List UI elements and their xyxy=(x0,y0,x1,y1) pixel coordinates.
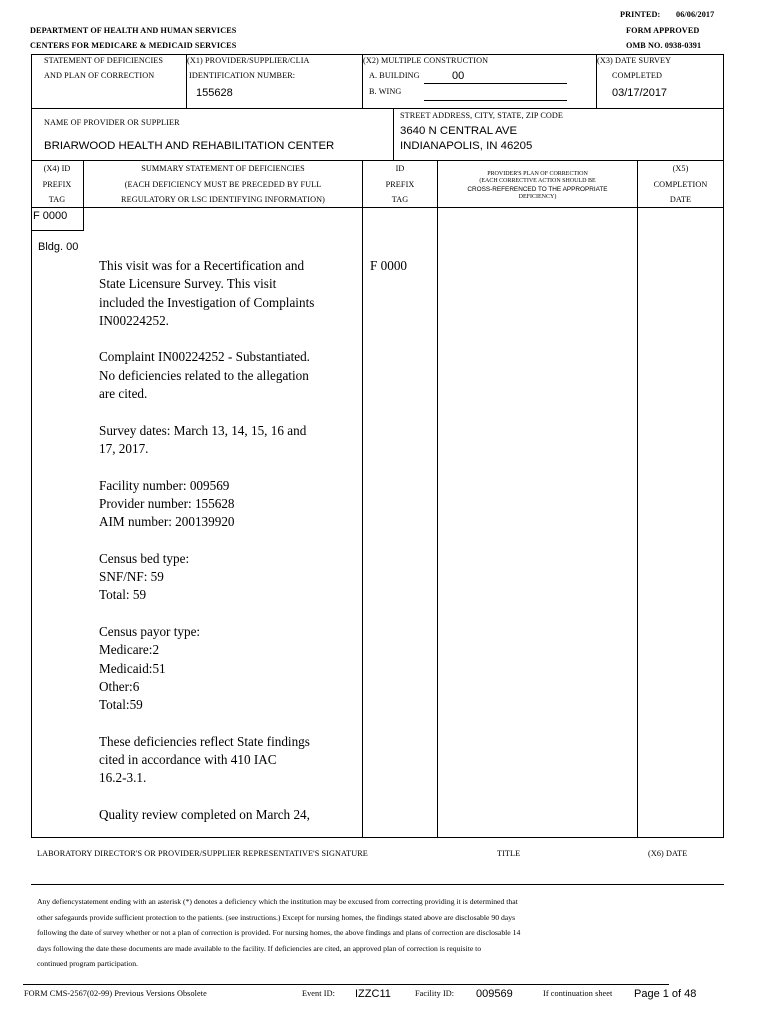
box2-divider xyxy=(393,108,394,161)
disclaimer-line: following the date of survey whether or not a plan of correction is provided. For nursing homes, the above findings and plans of correction are disclosable 14 xyxy=(37,928,521,938)
summary-line: Quality review completed on March 24, xyxy=(99,806,310,822)
x2-label: (X2) MULTIPLE CONSTRUCTION xyxy=(363,56,489,65)
summary-statement xyxy=(99,257,314,843)
x5-header-1: (X5) xyxy=(672,164,689,173)
x5-header-3: DATE xyxy=(669,195,692,204)
box2-right-border xyxy=(723,108,724,161)
provider-name: BRIARWOOD HEALTH AND REHABILITATION CENTER xyxy=(44,140,335,152)
summary-column-divider xyxy=(362,160,363,838)
box1-top-border xyxy=(31,54,724,55)
x1-value: 155628 xyxy=(196,87,233,99)
id-header-3: TAG xyxy=(391,195,409,204)
continuation-label: If continuation sheet xyxy=(543,989,613,998)
footer-top-border xyxy=(23,984,669,985)
title-label: TITLE xyxy=(497,849,521,858)
summary-line: Total:59 xyxy=(99,697,143,713)
summary-paragraph xyxy=(99,477,314,532)
column-header-bottom-border xyxy=(31,207,724,208)
summary-paragraph xyxy=(99,806,314,824)
plan-tag: F 0000 xyxy=(370,258,408,273)
statement-label-1: STATEMENT OF DEFICIENCIES xyxy=(44,56,164,65)
summary-paragraph xyxy=(99,550,314,605)
summary-line: This visit was for a Recertification and xyxy=(99,258,305,273)
x5-header-2: COMPLETION xyxy=(653,180,708,189)
main-right-border xyxy=(723,160,724,838)
summary-line: 16.2-3.1. xyxy=(99,770,147,786)
summary-line: included the Investigation of Complaints xyxy=(99,294,315,310)
statement-label-2: AND PLAN OF CORRECTION xyxy=(44,71,155,80)
facility-id-label: Facility ID: xyxy=(415,989,455,998)
printed-label: PRINTED: xyxy=(620,10,661,19)
summary-line: These deficiencies reflect State findings xyxy=(99,733,310,749)
summary-paragraph xyxy=(99,348,314,403)
disclaimer-line: days following the date these documents are made available to the facility. If deficiencies are cited, an approved plan of correction is requisite to xyxy=(37,943,482,953)
box1-left-border xyxy=(31,54,32,109)
summary-line: Other:6 xyxy=(99,678,140,694)
summary-line: AIM number: 200139920 xyxy=(99,514,235,530)
box1-right-border xyxy=(723,54,724,109)
summary-header-3: REGULATORY OR LSC IDENTIFYING INFORMATION) xyxy=(121,195,325,204)
summary-line: Complaint IN00224252 - Substantiated. xyxy=(99,349,310,365)
building-underline xyxy=(424,83,567,84)
centers-title: CENTERS FOR MEDICARE & MEDICAID SERVICES xyxy=(30,41,237,50)
summary-line: Total: 59 xyxy=(99,587,147,603)
summary-header-2: (EACH DEFICIENCY MUST BE PRECEDED BY FULL xyxy=(124,180,322,189)
summary-line: cited in accordance with 410 IAC xyxy=(99,752,277,768)
main-left-border xyxy=(31,160,32,838)
x3-sublabel: COMPLETED xyxy=(612,71,663,80)
signature-bottom-border xyxy=(31,884,724,885)
disclaimer-line: continued program participation. xyxy=(37,959,138,969)
deficiency-tag: F 0000 xyxy=(33,210,68,222)
disclaimer-text xyxy=(37,894,520,972)
tag-box-right-border xyxy=(83,207,84,231)
building-label: A. BUILDING xyxy=(369,71,420,80)
summary-line: Medicare:2 xyxy=(99,642,160,658)
page-number: Page 1 of 48 xyxy=(634,988,697,1000)
summary-line: Census bed type: xyxy=(99,550,190,566)
disclaimer-line: other safegaurds provide sufficient protection to the patients. (see instructions.) Except for nursing homes, the findings stated above are disclosable 90 days xyxy=(37,912,516,922)
box2-bottom-border xyxy=(31,160,724,161)
summary-line: IN00224252. xyxy=(99,312,169,328)
plan-header-4: DEFICIENCY) xyxy=(518,194,557,200)
plan-header-1: PROVIDER'S PLAN OF CORRECTION xyxy=(487,171,588,177)
tag-box-bottom-border xyxy=(31,230,84,231)
event-id-label: Event ID: xyxy=(302,989,335,998)
x3-value: 03/17/2017 xyxy=(612,87,668,99)
signature-label: LABORATORY DIRECTOR'S OR PROVIDER/SUPPLIER REPRESENTATIVE'S SIGNATURE xyxy=(37,849,368,858)
summary-paragraph xyxy=(99,623,314,714)
summary-paragraph xyxy=(99,733,314,788)
wing-label: B. WING xyxy=(369,87,402,96)
x6-date-label: (X6) DATE xyxy=(648,849,688,858)
summary-line: SNF/NF: 59 xyxy=(99,569,164,585)
summary-header-1: SUMMARY STATEMENT OF DEFICIENCIES xyxy=(141,164,305,173)
building-value: 00 xyxy=(452,70,465,82)
id-column-divider xyxy=(437,160,438,838)
summary-line: are cited. xyxy=(99,386,148,402)
form-approved: FORM APPROVED xyxy=(626,26,700,35)
department-title: DEPARTMENT OF HEALTH AND HUMAN SERVICES xyxy=(30,26,237,35)
summary-line: No deficiencies related to the allegation xyxy=(99,367,309,383)
x4-header-1: (X4) ID xyxy=(43,164,71,173)
plan-header-2: (EACH CORRECTIVE ACTION SHOULD BE xyxy=(479,178,596,184)
address-line-1: 3640 N CENTRAL AVE xyxy=(400,125,518,137)
summary-line: Census payor type: xyxy=(99,623,201,639)
omb-number: OMB NO. 0938-0391 xyxy=(626,41,702,50)
box2-left-border xyxy=(31,108,32,161)
provider-name-label: NAME OF PROVIDER OR SUPPLIER xyxy=(44,118,180,127)
x1-label: (X1) PROVIDER/SUPPLIER/CLIA xyxy=(187,56,310,65)
x3-label: (X3) DATE SURVEY xyxy=(597,56,672,65)
id-header-2: PREFIX xyxy=(385,180,415,189)
printed-date: 06/06/2017 xyxy=(676,10,715,19)
event-id-value: IZZC11 xyxy=(355,988,391,1000)
address-line-2: INDIANAPOLIS, IN 46205 xyxy=(400,140,533,152)
summary-line: 17, 2017. xyxy=(99,440,149,456)
summary-line: Provider number: 155628 xyxy=(99,495,235,511)
box1-bottom-border xyxy=(31,108,724,109)
building-tag: Bldg. 00 xyxy=(38,241,79,253)
id-header-1: ID xyxy=(395,164,405,173)
form-number: FORM CMS-2567(02-99) Previous Versions Obsolete xyxy=(24,989,207,998)
summary-paragraph xyxy=(99,257,314,330)
facility-id-value: 009569 xyxy=(476,988,513,1000)
address-label: STREET ADDRESS, CITY, STATE, ZIP CODE xyxy=(400,111,564,120)
summary-line: Facility number: 009569 xyxy=(99,477,230,493)
summary-line: State Licensure Survey. This visit xyxy=(99,276,277,292)
x4-header-2: PREFIX xyxy=(42,180,72,189)
x1-sublabel: IDENTIFICATION NUMBER: xyxy=(189,71,296,80)
wing-underline xyxy=(424,100,567,101)
plan-column-divider xyxy=(637,160,638,838)
summary-paragraph xyxy=(99,422,314,459)
summary-line: Medicaid:51 xyxy=(99,660,166,676)
disclaimer-line: Any defiencystatement ending with an asterisk (*) denotes a deficiency which the institution may be excused from correcting providing it is determined that xyxy=(37,897,518,906)
x4-header-3: TAG xyxy=(48,195,66,204)
plan-header-3: CROSS-REFERENCED TO THE APPROPRIATE xyxy=(467,186,608,193)
summary-line: Survey dates: March 13, 14, 15, 16 and xyxy=(99,422,307,438)
